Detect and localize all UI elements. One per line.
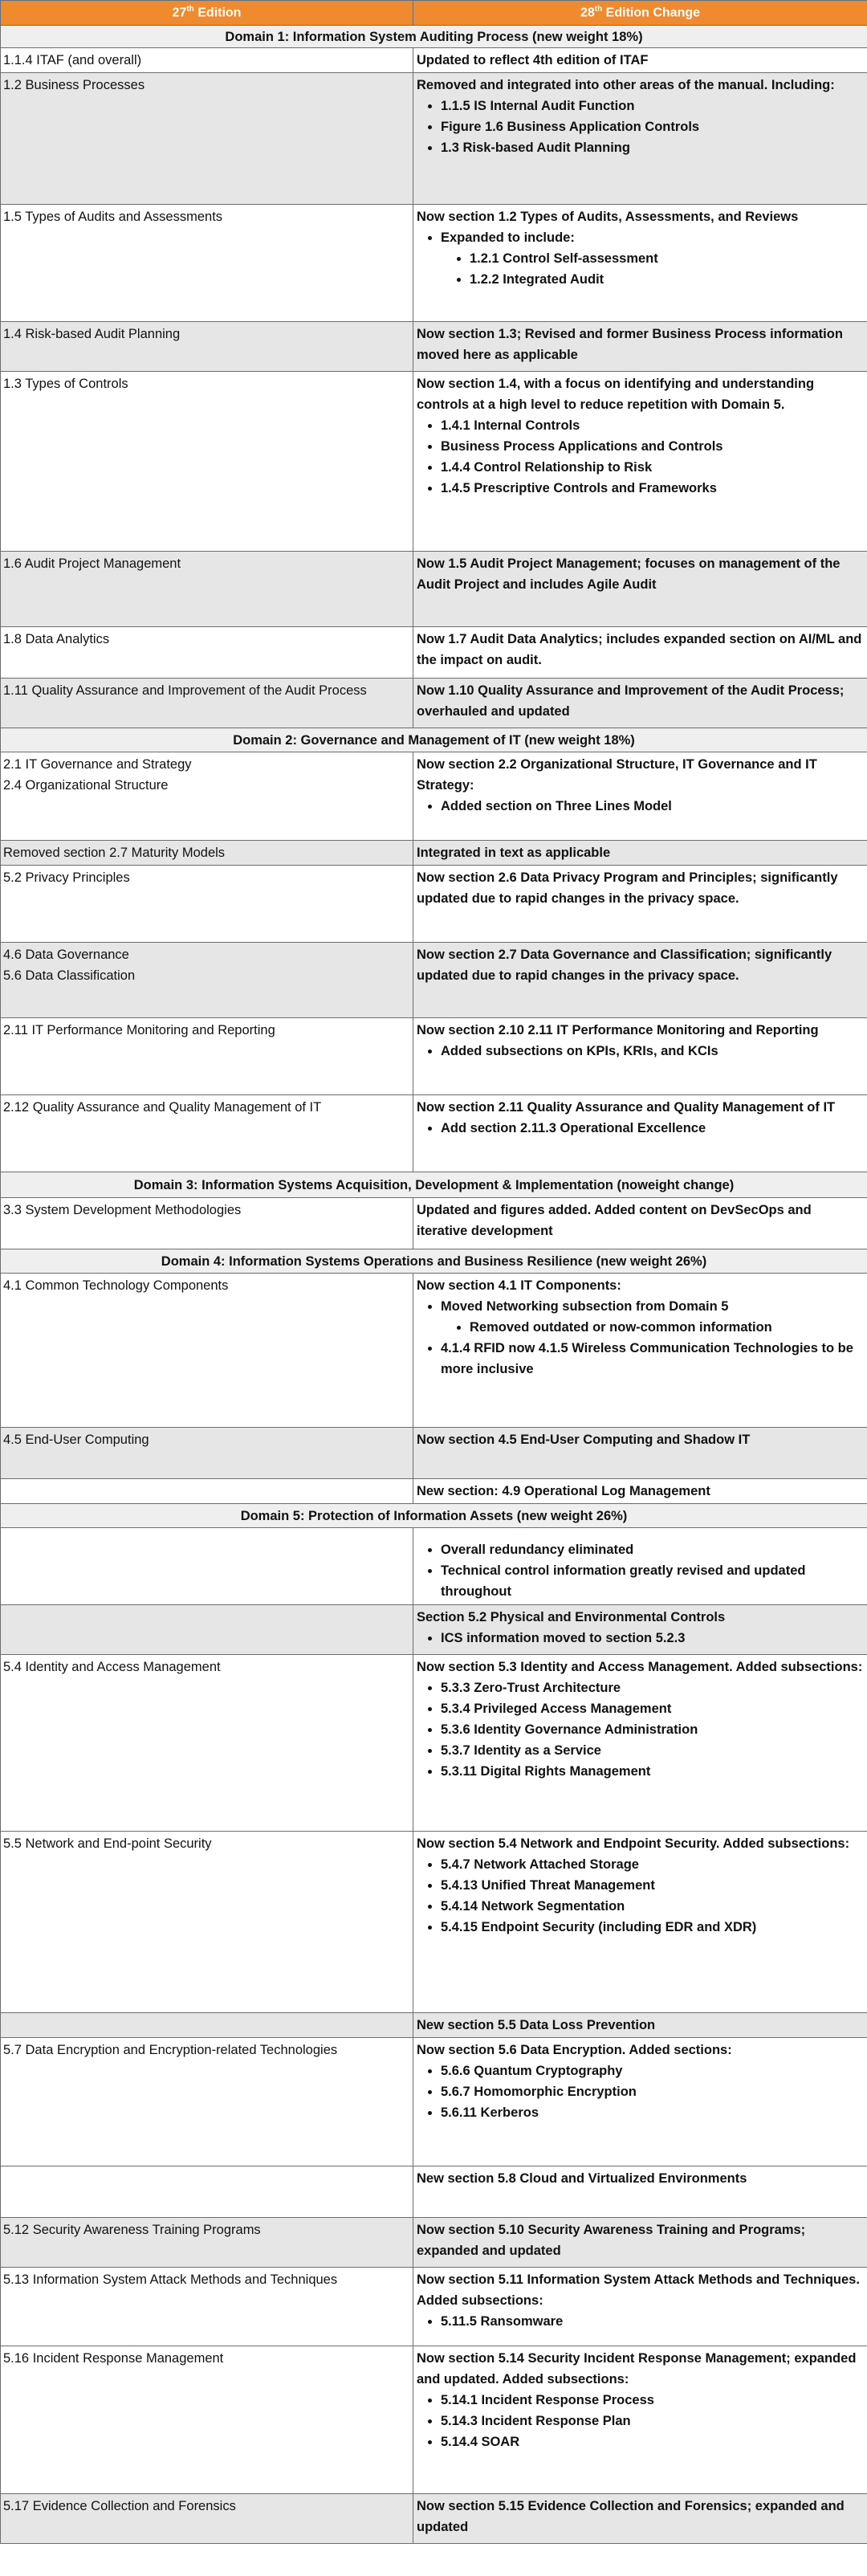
list-item: • 5.3.3 Zero-Trust Architecture — [441, 1677, 865, 1698]
list-item: • 5.6.7 Homomorphic Encryption — [441, 2081, 865, 2102]
change-list — [417, 1854, 865, 1938]
change-list — [417, 1628, 865, 1649]
change-list — [417, 96, 865, 158]
list-item: • 1.4.1 Internal Controls — [441, 415, 865, 436]
table-row — [1, 1274, 867, 1428]
table-row — [1, 943, 867, 1018]
old-section: 5.13 Information System Attack Methods and Techniques — [1, 2268, 413, 2346]
old-section: 4.1 Common Technology Components — [1, 1274, 413, 1428]
new-change: Now section 5.6 Data Encryption. Added sections: • 5.6.6 Quantum Cryptography • 5.6.7 Homomorphic Encryption • 5.6.11 Kerberos — [413, 2038, 867, 2166]
table-row — [1, 1428, 867, 1479]
old-section: 1.2 Business Processes — [1, 73, 413, 205]
new-change: Now 1.7 Audit Data Analytics; includes expanded section on AI/ML and the impact on audit. — [413, 627, 867, 679]
list-item: • 1.2.1 Control Self-assessment — [470, 248, 865, 269]
change-list — [417, 1118, 865, 1139]
new-change: Now section 5.15 Evidence Collection and Forensics; expanded and updated — [413, 2494, 867, 2544]
table-row — [1, 1832, 867, 2013]
list-item: • 1.4.5 Prescriptive Controls and Frameworks — [441, 478, 865, 499]
change-sublist — [441, 1317, 865, 1338]
old-section: 4.5 End-User Computing — [1, 1428, 413, 1479]
list-item: • 1.1.5 IS Internal Audit Function — [441, 96, 865, 116]
table-row — [1, 372, 867, 552]
table-row — [1, 1198, 867, 1249]
list-item: • 5.4.15 Endpoint Security (including EDR and XDR) — [441, 1917, 865, 1938]
list-item: • 1.2.2 Integrated Audit — [470, 269, 865, 290]
list-item: • Expanded to include: • 1.2.1 Control Self-assessment • 1.2.2 Integrated Audit — [441, 227, 865, 290]
table-row — [1, 2166, 867, 2218]
old-section — [1, 1605, 413, 1655]
old-section: 1.6 Audit Project Management — [1, 552, 413, 627]
list-item: • 5.14.4 SOAR — [441, 2431, 865, 2452]
table-row — [1, 1018, 867, 1095]
list-item: • 5.14.3 Incident Response Plan — [441, 2411, 865, 2431]
table-row — [1, 841, 867, 866]
list-item: • 5.3.11 Digital Rights Management — [441, 1761, 865, 1782]
new-change: Integrated in text as applicable — [413, 841, 867, 866]
col-27th-edition-header: 27th Edition — [1, 1, 413, 26]
new-change: Now section 2.7 Data Governance and Classification; significantly updated due to rapid changes in the privacy space. — [413, 943, 867, 1018]
old-section — [1, 1479, 413, 1504]
old-section: 1.1.4 ITAF (and overall) — [1, 48, 413, 73]
new-change: Now section 5.3 Identity and Access Management. Added subsections: • 5.3.3 Zero-Trust Architecture • 5.3.4 Privileged Access Management • 5.3.6 Identity Governance Administration • 5.3.7 Identity as a Service • 5.3.11 Digital Rights Management — [413, 1655, 867, 1832]
new-change: Updated and figures added. Added content on DevSecOps and iterative development — [413, 1198, 867, 1249]
domain-1-heading: Domain 1: Information System Auditing Process (new weight 18%) — [1, 26, 867, 48]
new-change: Updated to reflect 4th edition of ITAF — [413, 48, 867, 73]
list-item: • Figure 1.6 Business Application Controls — [441, 116, 865, 137]
old-section: 1.4 Risk-based Audit Planning — [1, 322, 413, 372]
change-list — [417, 1677, 865, 1782]
old-section: 2.11 IT Performance Monitoring and Reporting — [1, 1018, 413, 1095]
table-row — [1, 2346, 867, 2494]
new-change: Now section 2.2 Organizational Structure, IT Governance and IT Strategy: • Added section on Three Lines Model — [413, 752, 867, 841]
table-row — [1, 552, 867, 627]
new-change: Section 5.2 Physical and Environmental Controls • ICS information moved to section 5.2.3 — [413, 1605, 867, 1655]
domain-heading-row — [1, 26, 867, 48]
change-list — [417, 796, 865, 817]
list-item: • 4.1.4 RFID now 4.1.5 Wireless Communication Technologies to be more inclusive — [441, 1338, 865, 1380]
list-item: • 5.6.11 Kerberos — [441, 2102, 865, 2123]
list-item: • 5.4.13 Unified Threat Management — [441, 1875, 865, 1896]
old-section: 1.5 Types of Audits and Assessments — [1, 205, 413, 322]
table-row — [1, 2038, 867, 2166]
new-change: Now 1.5 Audit Project Management; focuses on management of the Audit Project and includes Agile Audit — [413, 552, 867, 627]
list-item: • 5.3.7 Identity as a Service — [441, 1740, 865, 1761]
list-item: • 1.4.4 Control Relationship to Risk — [441, 457, 865, 478]
new-change: New section 5.5 Data Loss Prevention — [413, 2013, 867, 2038]
old-section: 5.17 Evidence Collection and Forensics — [1, 2494, 413, 2544]
domain-heading-row — [1, 1504, 867, 1528]
old-section — [1, 2013, 413, 2038]
change-list — [417, 2311, 865, 2332]
old-section: Removed section 2.7 Maturity Models — [1, 841, 413, 866]
table-row — [1, 48, 867, 73]
new-change: Now section 1.3; Revised and former Business Process information moved here as applicable — [413, 322, 867, 372]
new-change: Now section 1.4, with a focus on identifying and understanding controls at a high level to reduce repetition with Domain 5. • 1.4.1 Internal Controls • Business Process Applications and Controls • 1.4.4 Control Relationship to Risk • 1.4.5 Prescriptive Controls and Frameworks — [413, 372, 867, 552]
change-list — [417, 1041, 865, 1062]
table-row — [1, 2218, 867, 2268]
new-change: Now section 5.11 Information System Attack Methods and Techniques. Added subsections: • 5.11.5 Ransomware — [413, 2268, 867, 2346]
list-item: • Removed outdated or now-common information — [470, 1317, 865, 1338]
new-change: Now section 1.2 Types of Audits, Assessments, and Reviews • Expanded to include: • 1.2.1 Control Self-assessment • 1.2.2 Integrated Audit — [413, 205, 867, 322]
change-list — [417, 2060, 865, 2123]
domain-heading-row — [1, 1172, 867, 1198]
table-row — [1, 73, 867, 205]
table-row — [1, 627, 867, 679]
new-change: Now section 2.6 Data Privacy Program and Principles; significantly updated due to rapid changes in the privacy space. — [413, 866, 867, 943]
table-row — [1, 752, 867, 841]
domain-5-heading: Domain 5: Protection of Information Assets (new weight 26%) — [1, 1504, 867, 1528]
table-row — [1, 866, 867, 943]
table-header-row — [1, 1, 867, 26]
new-change: Removed and integrated into other areas of the manual. Including: • 1.1.5 IS Internal Audit Function • Figure 1.6 Business Application Controls • 1.3 Risk-based Audit Planning — [413, 73, 867, 205]
list-item: • Added section on Three Lines Model — [441, 796, 865, 817]
new-change: Now section 5.10 Security Awareness Training and Programs; expanded and updated — [413, 2218, 867, 2268]
list-item: • Business Process Applications and Controls — [441, 436, 865, 457]
table-row — [1, 2268, 867, 2346]
change-list — [417, 1296, 865, 1380]
list-item: • Moved Networking subsection from Domain 5 • Removed outdated or now-common information — [441, 1296, 865, 1338]
domain-3-heading: Domain 3: Information Systems Acquisition, Development & Implementation (noweight change) — [1, 1172, 867, 1198]
old-section: 3.3 System Development Methodologies — [1, 1198, 413, 1249]
domain-heading-row — [1, 728, 867, 752]
new-change: Now section 4.5 End-User Computing and Shadow IT — [413, 1428, 867, 1479]
new-change: Now section 2.11 Quality Assurance and Quality Management of IT • Add section 2.11.3 Operational Excellence — [413, 1095, 867, 1172]
list-item: • ICS information moved to section 5.2.3 — [441, 1628, 865, 1649]
old-section: 1.8 Data Analytics — [1, 627, 413, 679]
table-row — [1, 1095, 867, 1172]
list-item: • 1.3 Risk-based Audit Planning — [441, 137, 865, 158]
table-row — [1, 205, 867, 322]
table-row — [1, 679, 867, 728]
list-item: • Added subsections on KPIs, KRIs, and KCIs — [441, 1041, 865, 1062]
change-sublist — [441, 248, 865, 290]
change-list — [417, 2390, 865, 2452]
col-28th-edition-header: 28th Edition Change — [413, 1, 867, 26]
new-change: Now section 4.1 IT Components: • Moved Networking subsection from Domain 5 • Removed outdated or now-common information • 4.1.4 RFID now 4.1.5 Wireless Communication Technologies to be more inclusive — [413, 1274, 867, 1428]
list-item: • 5.6.6 Quantum Cryptography — [441, 2060, 865, 2081]
list-item: • Overall redundancy eliminated — [441, 1539, 865, 1560]
list-item: • Add section 2.11.3 Operational Excellence — [441, 1118, 865, 1139]
domain-2-heading: Domain 2: Governance and Management of IT (new weight 18%) — [1, 728, 867, 752]
new-change: New section 5.8 Cloud and Virtualized Environments — [413, 2166, 867, 2218]
new-change: Now section 5.14 Security Incident Response Management; expanded and updated. Added subsections: • 5.14.1 Incident Response Process • 5.14.3 Incident Response Plan • 5.14.4 SOAR — [413, 2346, 867, 2494]
old-section: 5.2 Privacy Principles — [1, 866, 413, 943]
old-section: 5.12 Security Awareness Training Programs — [1, 2218, 413, 2268]
list-item: • 5.4.7 Network Attached Storage — [441, 1854, 865, 1875]
old-section — [1, 1528, 413, 1605]
new-change: Now section 5.4 Network and Endpoint Security. Added subsections: • 5.4.7 Network Attached Storage • 5.4.13 Unified Threat Management • 5.4.14 Network Segmentation • 5.4.15 Endpoint Security (including EDR and XDR) — [413, 1832, 867, 2013]
list-item: • 5.14.1 Incident Response Process — [441, 2390, 865, 2411]
old-section: 1.3 Types of Controls — [1, 372, 413, 552]
domain-4-heading: Domain 4: Information Systems Operations and Business Resilience (new weight 26%) — [1, 1249, 867, 1274]
list-item: • 5.3.4 Privileged Access Management — [441, 1698, 865, 1719]
old-section: 2.12 Quality Assurance and Quality Management of IT — [1, 1095, 413, 1172]
new-change: Now section 2.10 2.11 IT Performance Monitoring and Reporting • Added subsections on KPIs, KRIs, and KCIs — [413, 1018, 867, 1095]
new-change: New section: 4.9 Operational Log Management — [413, 1479, 867, 1504]
change-list — [417, 227, 865, 290]
table-row — [1, 1655, 867, 1832]
old-section — [1, 2166, 413, 2218]
change-list — [417, 1539, 865, 1602]
list-item: • 5.11.5 Ransomware — [441, 2311, 865, 2332]
table-row — [1, 322, 867, 372]
table-row — [1, 2494, 867, 2544]
old-section: 5.4 Identity and Access Management — [1, 1655, 413, 1832]
domain-heading-row — [1, 1249, 867, 1274]
new-change — [413, 1528, 867, 1605]
list-item: • Technical control information greatly revised and updated throughout — [441, 1560, 865, 1602]
old-section: 4.6 Data Governance 5.6 Data Classification — [1, 943, 413, 1018]
old-section: 1.11 Quality Assurance and Improvement of the Audit Process — [1, 679, 413, 728]
change-list — [417, 415, 865, 499]
list-item: • 5.4.14 Network Segmentation — [441, 1896, 865, 1917]
table-row — [1, 1605, 867, 1655]
old-section: 2.1 IT Governance and Strategy 2.4 Organizational Structure — [1, 752, 413, 841]
old-section: 5.16 Incident Response Management — [1, 2346, 413, 2494]
table-row — [1, 1528, 867, 1605]
old-section: 5.5 Network and End-point Security — [1, 1832, 413, 2013]
old-section: 5.7 Data Encryption and Encryption-related Technologies — [1, 2038, 413, 2166]
table-row — [1, 1479, 867, 1504]
list-item: • 5.3.6 Identity Governance Administration — [441, 1719, 865, 1740]
new-change: Now 1.10 Quality Assurance and Improvement of the Audit Process; overhauled and updated — [413, 679, 867, 728]
table-row — [1, 2013, 867, 2038]
